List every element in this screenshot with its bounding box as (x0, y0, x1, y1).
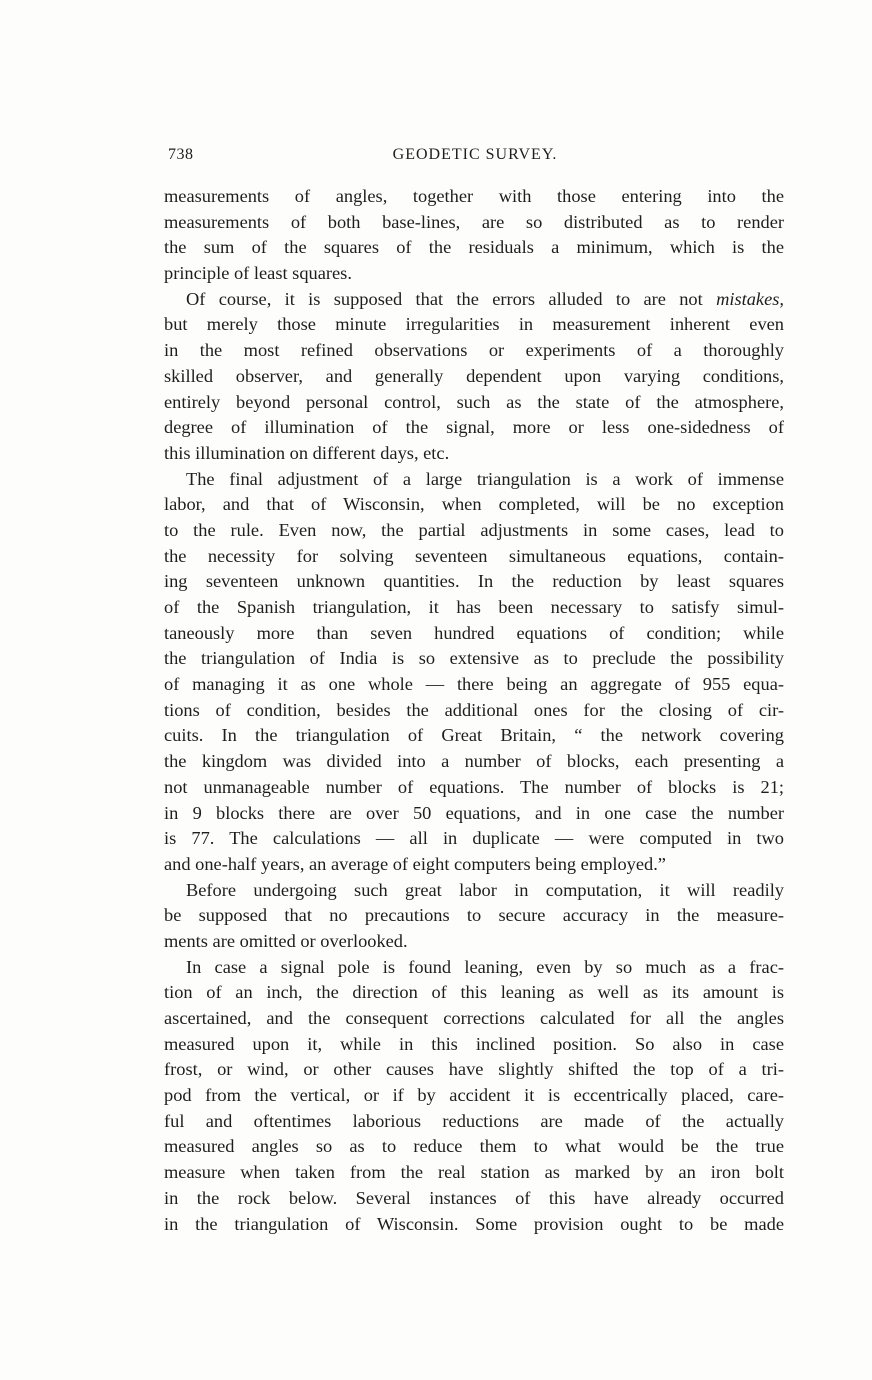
text-line: in the most refined observations or experiments of a thoroughly (164, 340, 784, 361)
paragraph (164, 287, 784, 467)
text-line: taneously more than seven hundred equations of condition; while (164, 622, 784, 643)
emphasized-word: mistakes, (716, 288, 784, 309)
text-line: In case a signal pole is found leaning, even by so much as a frac- (186, 956, 784, 977)
paragraph (164, 955, 784, 1238)
paragraph (164, 467, 784, 878)
running-title: GEODETIC SURVEY. (392, 146, 558, 163)
text-line: this illumination on different days, etc. (164, 442, 450, 463)
text-line: ascertained, and the consequent corrections calculated for all the angles (164, 1008, 784, 1028)
text-line: of the Spanish triangulation, it has been necessary to satisfy simul- (164, 597, 784, 617)
text-line: in the rock below. Several instances of this have already occurred (164, 1187, 784, 1208)
text-line: ful and oftentimes laborious reductions are made of the actually (164, 1110, 784, 1131)
paragraph (164, 184, 784, 287)
page-number: 738 (168, 146, 194, 163)
text-line: in the triangulation of Wisconsin. Some provision ought to be made (164, 1213, 784, 1234)
running-head (168, 146, 782, 170)
text-line: ments are omitted or overlooked. (164, 930, 408, 951)
paragraph (164, 878, 784, 955)
text-line: tions of condition, besides the additional ones for the closing of cir- (164, 699, 784, 720)
text-line: The final adjustment of a large triangulation is a work of immense (186, 468, 784, 489)
text-run: Of course, it is supposed that the errors alluded to are not (186, 288, 717, 309)
text-line: pod from the vertical, or if by accident it is eccentrically placed, care- (164, 1085, 784, 1106)
text-line: in 9 blocks there are over 50 equations, and in one case the number (164, 802, 784, 823)
text-line: frost, or wind, or other causes have slightly shifted the top of a tri- (164, 1059, 784, 1080)
text-line: cuits. In the triangulation of Great Britain, “ the network covering (164, 725, 784, 746)
text-line: to the rule. Even now, the partial adjustments in some cases, lead to (164, 519, 784, 540)
text-line: the triangulation of India is so extensive as to preclude the possibility (164, 648, 784, 669)
text-line: entirely beyond personal control, such as the state of the atmosphere, (164, 391, 784, 412)
text-line: measure when taken from the real station as marked by an iron bolt (164, 1162, 784, 1183)
text-line: measurements of angles, together with those entering into the (164, 186, 784, 206)
body-text (164, 184, 784, 1237)
text-line: principle of least squares. (164, 263, 352, 284)
text-line: measured angles so as to reduce them to what would be the true (164, 1136, 784, 1157)
text-line: the sum of the squares of the residuals a minimum, which is the (164, 237, 784, 258)
text-line: is 77. The calculations — all in duplicate — were computed in two (164, 828, 784, 849)
text-line: not unmanageable number of equations. The number of blocks is 21; (164, 776, 784, 797)
text-line: degree of illumination of the signal, more or less one-sidedness of (164, 417, 784, 438)
text-line: skilled observer, and generally dependent upon varying conditions, (164, 365, 784, 386)
text-line: the kingdom was divided into a number of blocks, each presenting a (164, 751, 784, 772)
text-line (164, 287, 784, 313)
text-line: ing seventeen unknown quantities. In the reduction by least squares (164, 571, 784, 592)
text-line: labor, and that of Wisconsin, when completed, will be no exception (164, 494, 784, 515)
text-line: of managing it as one whole — there being an aggregate of 955 equa- (164, 674, 784, 695)
text-line: measurements of both base-lines, are so distributed as to render (164, 211, 784, 232)
text-line: be supposed that no precautions to secure accuracy in the measure- (164, 905, 784, 926)
text-line: measured upon it, while in this inclined position. So also in case (164, 1033, 784, 1054)
text-line: Before undergoing such great labor in computation, it will readily (186, 879, 784, 900)
text-line: but merely those minute irregularities in measurement inherent even (164, 314, 784, 335)
text-line: tion of an inch, the direction of this leaning as well as its amount is (164, 982, 784, 1003)
text-line: the necessity for solving seventeen simultaneous equations, contain- (164, 545, 784, 566)
text-line: and one-half years, an average of eight computers being employed.” (164, 853, 666, 874)
